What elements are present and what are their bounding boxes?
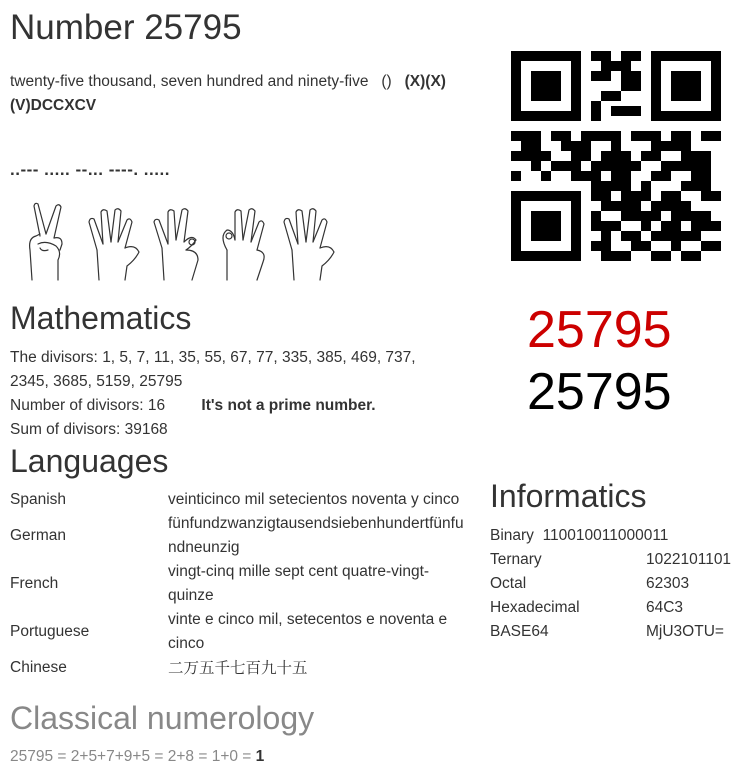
language-name: German bbox=[10, 527, 66, 544]
informatics-row bbox=[490, 572, 731, 596]
language-name: Portuguese bbox=[10, 623, 90, 640]
informatics-row bbox=[490, 548, 731, 572]
language-translation: veinticinco mil setecientos noventa y cinco bbox=[168, 491, 460, 508]
prime-status: It's not a prime number. bbox=[201, 397, 376, 414]
words-parens: () bbox=[381, 73, 392, 90]
informatics-row bbox=[490, 524, 731, 548]
language-translation: vinte e cinco mil, setecentos e noventa e cinco bbox=[168, 611, 448, 652]
languages-heading: Languages bbox=[10, 443, 169, 479]
language-translation: 二万五千七百九十五 bbox=[168, 659, 308, 677]
morse-code: ..--- ..... --... ----. ..... bbox=[10, 160, 170, 179]
informatics-heading: Informatics bbox=[490, 478, 647, 514]
informatics-value: 110010011000011 bbox=[542, 527, 669, 544]
informatics-value: 1022101101 bbox=[646, 551, 732, 568]
hand-sign-seven-icon bbox=[148, 200, 210, 282]
language-name: Chinese bbox=[10, 659, 67, 676]
informatics-label: BASE64 bbox=[490, 623, 549, 640]
numerology-result: 1 bbox=[255, 748, 265, 765]
informatics-table bbox=[490, 524, 731, 644]
sign-language-hands bbox=[18, 200, 348, 282]
numerology-heading: Classical numerology bbox=[10, 700, 315, 736]
numerology-equation: 25795 = 2+5+7+9+5 = 2+8 = 1+0 = bbox=[10, 748, 252, 765]
language-name: French bbox=[10, 575, 59, 592]
number-in-words bbox=[10, 70, 480, 118]
divisor-sum-value: 39168 bbox=[124, 421, 168, 438]
informatics-label: Binary bbox=[490, 527, 534, 544]
divisors-list: 1, 5, 7, 11, 35, 55, 67, 77, 335, 385, 469, 737, 2345, 3685, 5159, 25795 bbox=[10, 349, 416, 390]
divisors-line bbox=[10, 346, 450, 394]
page-title: Number 25795 bbox=[10, 8, 242, 47]
number-display-red: 25795 bbox=[527, 301, 672, 359]
language-row bbox=[10, 560, 468, 608]
hand-sign-five-icon bbox=[278, 200, 340, 282]
informatics-value: 62303 bbox=[646, 575, 690, 592]
informatics-row bbox=[490, 620, 731, 644]
language-row bbox=[10, 608, 468, 656]
language-row bbox=[10, 488, 468, 512]
informatics-label: Ternary bbox=[490, 551, 542, 568]
language-name: Spanish bbox=[10, 491, 67, 508]
hand-sign-five-icon bbox=[83, 200, 145, 282]
divisor-sum-label: Sum of divisors: bbox=[10, 421, 121, 438]
mathematics-heading: Mathematics bbox=[10, 300, 192, 336]
informatics-value: MjU3OTU= bbox=[646, 623, 724, 640]
divisors-label: The divisors: bbox=[10, 349, 98, 366]
number-display-black: 25795 bbox=[527, 363, 672, 421]
language-translation: vingt-cinq mille sept cent quatre-vingt-quinze bbox=[168, 563, 430, 604]
qr-code-icon bbox=[511, 51, 721, 261]
informatics-label: Hexadecimal bbox=[490, 599, 580, 616]
numerology-line bbox=[10, 748, 264, 766]
divisor-count-value: 16 bbox=[147, 397, 166, 414]
informatics-value: 64C3 bbox=[646, 599, 684, 616]
language-translation: fünfundzwanzigtausendsiebenhundertfünfundneunzig bbox=[168, 515, 464, 556]
divisor-count-label: Number of divisors: bbox=[10, 397, 144, 414]
informatics-label: Octal bbox=[490, 575, 527, 592]
language-row bbox=[10, 656, 468, 680]
hand-sign-two-icon bbox=[18, 200, 80, 282]
informatics-row bbox=[490, 596, 731, 620]
language-row bbox=[10, 512, 468, 560]
roman-numeral: (X)(X)(V)DCCXCV bbox=[10, 73, 446, 114]
hand-sign-nine-icon bbox=[213, 200, 275, 282]
languages-table bbox=[10, 488, 468, 680]
divisor-sum-line bbox=[10, 418, 450, 442]
mathematics-section bbox=[10, 346, 450, 442]
divisor-count-line bbox=[10, 394, 450, 418]
words-text: twenty-five thousand, seven hundred and ninety-five bbox=[10, 73, 369, 90]
